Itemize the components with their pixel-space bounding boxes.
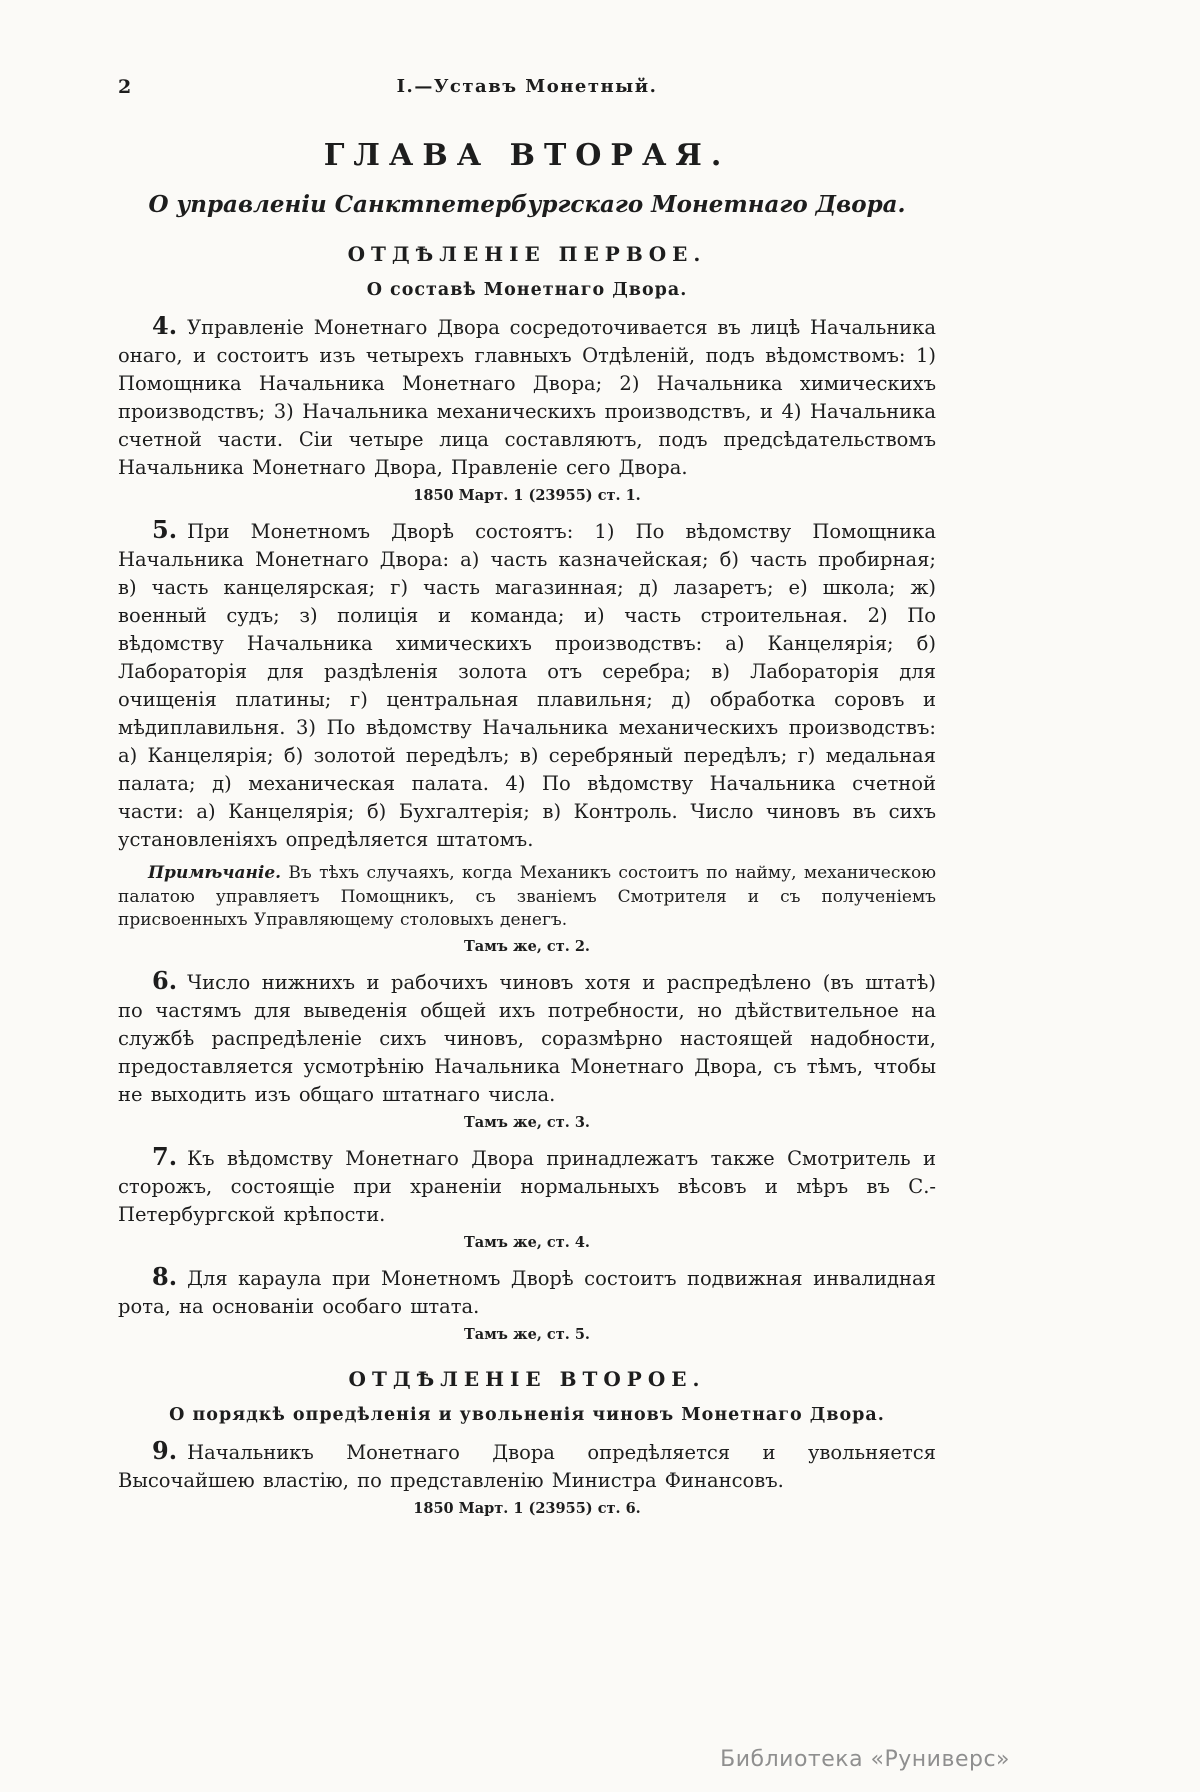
article-8 (118, 1263, 936, 1321)
article-4-text: Управленіе Монетнаго Двора сосредоточивается въ лицѣ Начальника онаго, и состоитъ изъ четырехъ главныхъ Отдѣленій, подъ вѣдомствомъ: 1) Помощника Начальника Монетнаго Двора; 2) Начальника химическихъ производствъ; 3) Начальника механическихъ производствъ, и 4) Начальника счетной части. Сіи четыре лица составляютъ, подъ предсѣдательствомъ Начальника Монетнаго Двора, Правленіе сего Двора. (118, 316, 936, 479)
article-6 (118, 967, 936, 1109)
article-5 (118, 516, 936, 854)
article-6-text: Число нижнихъ и рабочихъ чиновъ хотя и распредѣлено (въ штатѣ) по частямъ для выведенія общей ихъ потребности, но дѣйствительное на службѣ распредѣленіе сихъ чиновъ, соразмѣрно настоящей надобности, предоставляется усмотрѣнію Начальника Монетнаго Двора, съ тѣмъ, чтобы не выходить изъ общаго штатнаго числа. (118, 970, 936, 1106)
chapter-subtitle: О управленіи Санктпетербургскаго Монетнаго Двора. (148, 191, 906, 218)
article-5-text: При Монетномъ Дворѣ состоятъ: 1) По вѣдомству Помощника Начальника Монетнаго Двора: а) часть казначейская; б) часть пробирная; в) часть канцелярская; г) часть магазинная; д) лазаретъ; е) школа; ж) военный судъ; з) полиція и команда; и) часть строительная. 2) По вѣдомству Начальника химическихъ производствъ: а) Канцелярія; б) Лабораторія для раздѣленія золота отъ серебра; в) Лабораторія для очищенія платины; г) центральная плавильня; д) обработка соровъ и мѣдиплавильня. 3) По вѣдомству Начальника механическихъ производствъ: а) Канцелярія; б) золотой передѣлъ; в) серебряный передѣлъ; г) медальная палата; д) механическая палата. 4) По вѣдомству Начальника счетной части: а) Канцелярія; б) Бухгалтерія; в) Контроль. Число чиновъ въ сихъ установленіяхъ опредѣляется штатомъ. (118, 520, 936, 851)
article-9 (118, 1437, 936, 1495)
article-6-number: 6. (152, 965, 178, 995)
article-8-citation: Тамъ же, ст. 5. (464, 1325, 590, 1343)
note-label: Примѣчаніе. (148, 863, 282, 883)
article-8-text: Для караула при Монетномъ Дворѣ состоитъ подвижная инвалидная рота, на основаніи особаго штата. (118, 1266, 936, 1318)
article-4 (118, 312, 936, 482)
article-4-number: 4. (152, 311, 178, 340)
section-2-subheading: О порядкѣ опредѣленія и увольненія чиновъ Монетнаго Двора. (169, 1404, 885, 1425)
section-1-subheading: О составѣ Монетнаго Двора. (366, 280, 688, 300)
article-4-citation: 1850 Март. 1 (23955) ст. 1. (413, 487, 641, 504)
page-number: 2 (118, 76, 132, 98)
article-9-text: Начальникъ Монетнаго Двора опредѣляется и увольняется Высочайшею властію, по представленію Министра Финансовъ. (118, 1440, 936, 1492)
article-8-number: 8. (152, 1261, 178, 1291)
running-header: I.—Уставъ Монетный. (396, 76, 658, 97)
article-9-number: 9. (152, 1435, 178, 1465)
page-header (118, 76, 936, 102)
note-text: Въ тѣхъ случаяхъ, когда Механикъ состоитъ по найму, механическою палатою управляетъ Помощникъ, съ званіемъ Смотрителя и съ полученіемъ присвоенныхъ Управляющему столовыхъ денегъ. (118, 863, 936, 930)
article-7-number: 7. (152, 1141, 178, 1171)
library-watermark: Библиотека «Руниверс» (720, 1747, 1010, 1772)
article-5-citation: Тамъ же, ст. 2. (464, 937, 590, 955)
section-2-heading: ОТДѢЛЕНІЕ ВТОРОЕ. (348, 1366, 706, 1391)
article-5-number: 5. (152, 515, 178, 544)
article-9-citation: 1850 Март. 1 (23955) ст. 6. (413, 1499, 641, 1517)
chapter-title: ГЛАВА ВТОРАЯ. (323, 138, 731, 173)
article-7-citation: Тамъ же, ст. 4. (464, 1233, 590, 1251)
text-block (118, 76, 936, 1517)
article-6-citation: Тамъ же, ст. 3. (464, 1113, 590, 1131)
article-7 (118, 1143, 936, 1229)
article-7-text: Къ вѣдомству Монетнаго Двора принадлежатъ также Смотритель и сторожъ, состоящіе при храненіи нормальныхъ вѣсовъ и мѣръ въ С.-Петербургской крѣпости. (118, 1146, 936, 1226)
article-5-note (118, 862, 936, 933)
section-1-heading: ОТДѢЛЕНІЕ ПЕРВОЕ. (347, 242, 707, 266)
